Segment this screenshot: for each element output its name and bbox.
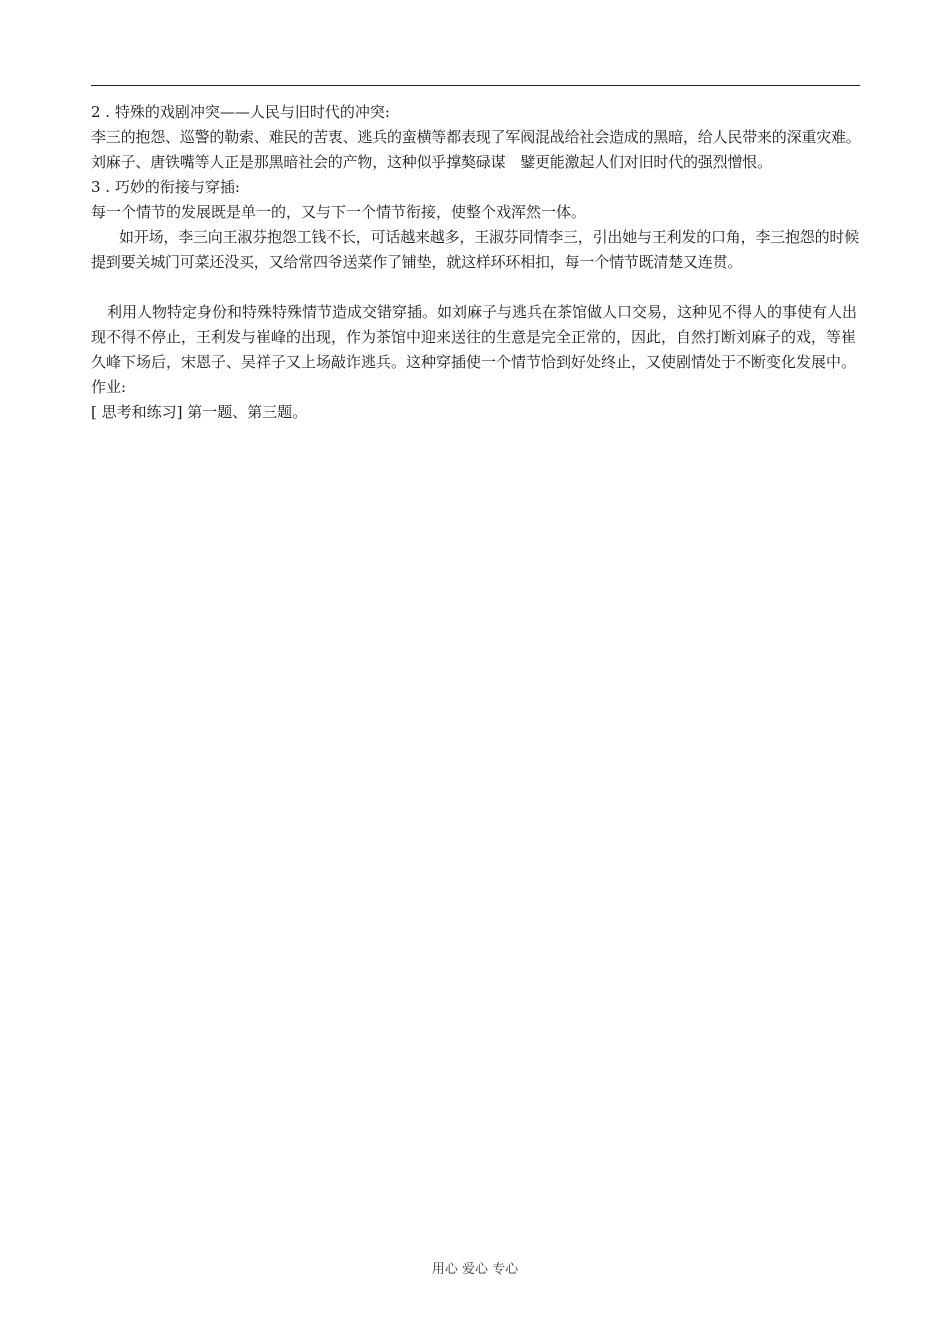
homework-text: [ 思考和练习] 第一题、第三题。: [91, 403, 308, 421]
section-3-intro: 每一个情节的发展既是单一的，又与下一个情节衔接，使整个戏浑然一体。: [91, 203, 587, 221]
homework-label: 作业:: [91, 378, 127, 396]
section-2-body: 李三的抱怨、巡警的勒索、难民的苦衷、逃兵的蛮横等都表现了军阀混战给社会造成的黑暗，给人民带来的深重灾难。刘麻子、唐铁嘴等人正是那黑暗社会的产物，这种似乎撑獒碌谋 鐾更能激起人们对旧时代的强烈憎恨。: [91, 128, 861, 171]
section-3-example-1: 如开场，李三向王淑芬抱怨工钱不长，可话越来越多，王淑芬同情李三，引出她与王利发的口角，李三抱怨的时候提到要关城门可菜还没买，又给常四爷送菜作了铺垫，就这样环环相扣，每一个情节既清楚又连贯。: [91, 228, 860, 271]
document-body: [91, 100, 866, 425]
page-footer: 用心 爱心 专心: [431, 1262, 519, 1277]
section-3-heading: 3 . 巧妙的衔接与穿插:: [91, 178, 240, 196]
section-3-example-2: 利用人物特定身份和特殊特殊情节造成交错穿插。如刘麻子与逃兵在茶馆做人口交易，这种见不得人的事使有人出现不得不停止，王利发与崔峰的出现，作为茶馆中迎来送往的生意是完全正常的，因此，自然打断刘麻子的戏，等崔久峰下场后，宋恩子、吴祥子又上场敲诈逃兵。这种穿插使一个情节恰到好处终止，又使剧情处于不断变化发展中。: [91, 303, 858, 371]
section-2-heading: 2 . 特殊的戏剧冲突——人民与旧时代的冲突:: [91, 103, 390, 121]
header-rule: [91, 85, 860, 86]
